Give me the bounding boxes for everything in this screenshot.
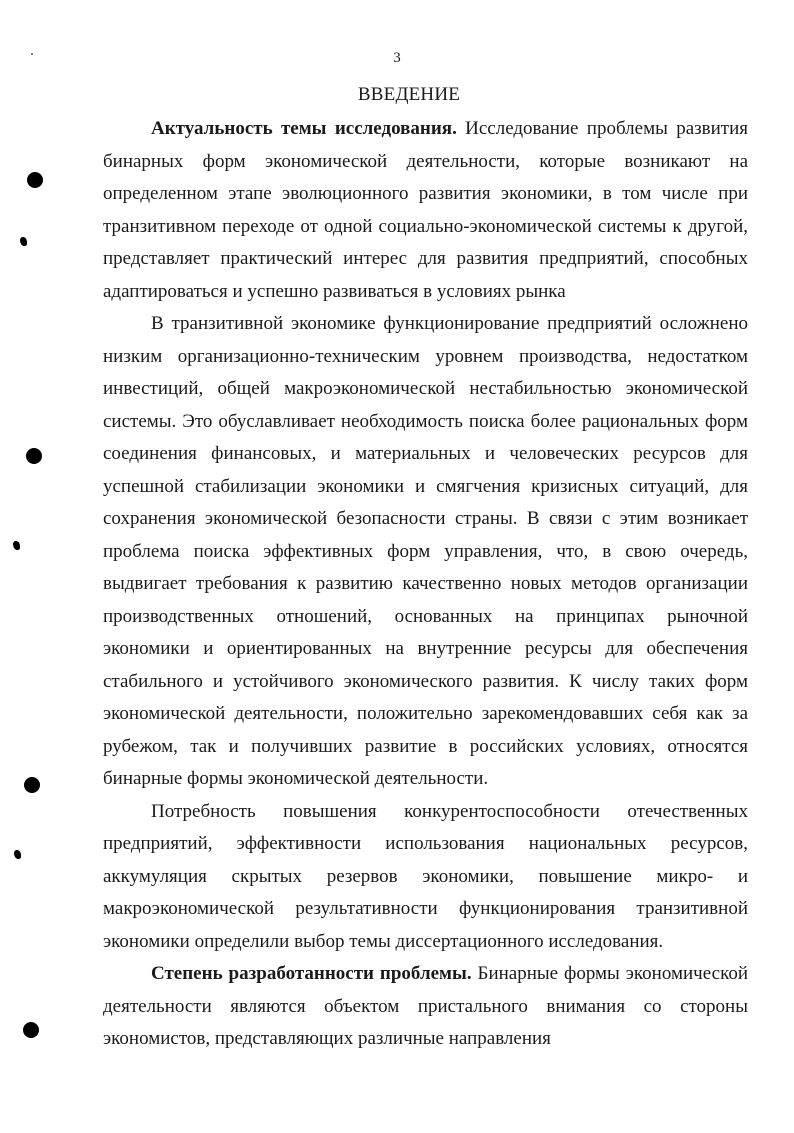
scan-speck — [20, 237, 27, 246]
punch-hole — [23, 1022, 39, 1038]
punch-hole — [26, 448, 42, 464]
paragraph-text: Бинарные формы экономической деятельности являются объектом пристального внимания со стороны экономистов, представляющих различные направления — [103, 963, 749, 1049]
paragraph-text: Исследование проблемы развития бинарных форм экономической деятельности, которые возникают на определенном этапе эволюционного развития экономики, в том числе при транзитивном переходе от одной социально-экономической системы к другой, представляет практический интерес для развития предприятий, способных адаптироваться и успешно развиваться в условиях рынка — [103, 118, 748, 302]
page-heading: ВВЕДЕНИЕ — [357, 84, 461, 105]
paragraph-relevance — [103, 113, 748, 308]
body-text — [103, 113, 748, 1056]
paragraph-lead: Актуальность темы исследования. — [151, 118, 457, 139]
scan-speck — [14, 850, 21, 859]
punch-hole — [27, 172, 43, 188]
paragraph-need — [103, 796, 748, 959]
paragraph-transitive-economy — [103, 308, 748, 796]
scan-speck — [13, 541, 20, 550]
page-number: 3 — [393, 50, 401, 66]
scan-dot — [31, 53, 33, 55]
paragraph-degree-of-development — [103, 958, 748, 1056]
paragraph-text: В транзитивной экономике функционирование предприятий осложнено низким организационно-техническим уровнем производства, недостатком инвестиций, общей макроэкономической нестабильностью экономической системы. Это обуславливает необходимость поиска более рациональных форм соединения финансовых, и материальных и человеческих ресурсов для успешной стабилизации экономики и смягчения кризисных ситуаций, для сохранения экономической безопасности страны. В связи с этим возникает проблема поиска эффективных форм управления, что, в свою очередь, выдвигает требования к развитию качественно новых методов организации производственных отношений, основанных на принципах рыночной экономики и ориентированных на внутренние ресурсы для обеспечения стабильного и устойчивого экономического развития. К числу таких форм экономической деятельности, положительно зарекомендовавших себя как за рубежом, так и получивших развитие в российских условиях, относятся бинарные формы экономической деятельности. — [103, 313, 748, 789]
paragraph-text: Потребность повышения конкурентоспособности отечественных предприятий, эффективности использования национальных ресурсов, аккумуляция скрытых резервов экономики, повышение микро- и макроэкономической результативности функционирования транзитивной экономики определили выбор темы диссертационного исследования. — [103, 800, 748, 952]
paragraph-lead: Степень разработанности проблемы. — [151, 963, 472, 984]
punch-hole — [24, 777, 40, 793]
